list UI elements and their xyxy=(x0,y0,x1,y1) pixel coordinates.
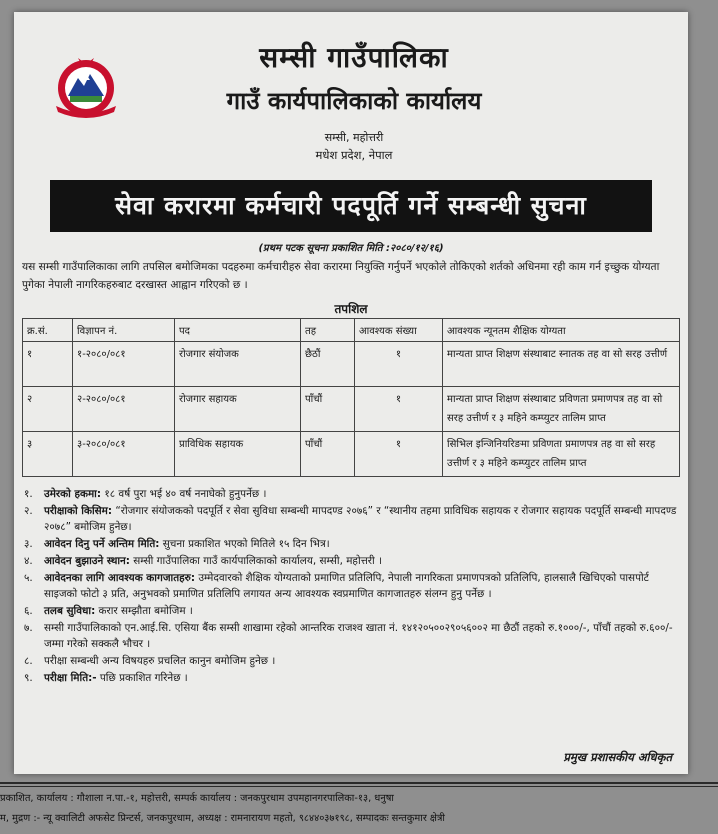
cell-qualification: सिभिल इन्जिनियरिङमा प्रविणता प्रमाणपत्र तह वा सो सरह उत्तीर्ण र ३ महिने कम्प्युटर तालिम प्राप्त xyxy=(443,432,680,477)
header-ad-number: विज्ञापन नं. xyxy=(73,319,175,342)
item-text: १८ वर्ष पुरा भई ४० वर्ष ननाघेको हुनुपर्नेछ । xyxy=(101,488,267,500)
notice-banner: सेवा करारमा कर्मचारी पदपूर्ति गर्ने सम्बन्धी सुचना xyxy=(50,180,652,232)
municipality-title: सम्सी गाउँपालिका xyxy=(259,41,449,74)
item-number: ८. xyxy=(24,655,33,667)
cell-ad-number: २-२०८०/०८१ xyxy=(73,387,175,432)
cell-serial: २ xyxy=(23,387,73,432)
list-item xyxy=(22,603,682,619)
office-subtitle: गाउँ कार्यपालिकाको कार्यालय xyxy=(226,87,482,115)
item-label: आवेदन बुझाउने स्थान: xyxy=(44,555,130,567)
item-text: करार सम्झौता बमोजिम । xyxy=(95,605,193,617)
table-row xyxy=(23,387,680,432)
cell-serial: १ xyxy=(23,342,73,387)
cell-required-count: १ xyxy=(355,387,443,432)
cell-level: पाँचौं xyxy=(301,432,355,477)
list-item xyxy=(22,653,682,669)
list-item xyxy=(22,620,682,652)
list-item xyxy=(22,670,682,686)
item-number: ४. xyxy=(24,555,33,567)
item-number: ७. xyxy=(24,622,33,634)
item-label: परीक्षाको किसिम: xyxy=(44,505,113,517)
table-header-row xyxy=(23,319,680,342)
item-text: उम्मेदवारको शैक्षिक योग्यताको प्रमाणित प्रतिलिपि, नेपाली नागरिकता प्रमाणपत्रको प्रतिलिपि, हालसालै खिचिएको पासपोर्ट साइजको फोटो ३ प्रति, अनुभवको प्रमाणित प्रतिलिपि लगायत अन्य आवश्यक स्वप्रमाणित कागजातहरु संलग्न हुनु पर्नेछ । xyxy=(44,572,649,600)
item-label: आवेदनका लागि आवश्यक कागजातहरु: xyxy=(44,572,196,584)
item-number: १. xyxy=(24,488,33,500)
item-number: ९. xyxy=(24,672,33,684)
notice-paper xyxy=(14,12,688,774)
header-level: तह xyxy=(301,319,355,342)
item-text: परीक्षा सम्बन्धी अन्य विषयहरु प्रचलित कानुन बमोजिम हुनेछ । xyxy=(44,655,276,667)
item-text: पछि प्रकाशित गरिनेछ । xyxy=(96,672,188,684)
nepal-emblem-icon xyxy=(48,52,124,118)
cell-ad-number: ३-२०८०/०८१ xyxy=(73,432,175,477)
header-required-count: आवश्यक संख्या xyxy=(355,319,443,342)
list-item xyxy=(22,570,682,602)
item-text: “रोजगार संयोजकको पदपूर्ति र सेवा सुविधा सम्बन्धी मापदण्ड २०७६” र “स्थानीय तहमा प्राविधिक सहायक र रोजगार सहायक पदपूर्ति सम्बन्धी मापदण्ड २०७८” बमोजिम हुनेछ। xyxy=(44,505,677,533)
cell-post: प्राविधिक सहायक xyxy=(175,432,301,477)
footer-line-1: प्रकाशित, कार्यालय : गौशाला न.पा.-१, महोत्तरी, सम्पर्क कार्यालय : जनकपुरधाम उपमहानगरपालिका-१३, धनुषा xyxy=(0,793,394,804)
tapsil-heading: तपशिल xyxy=(334,302,368,316)
cell-level: पाँचौं xyxy=(301,387,355,432)
vacancy-table xyxy=(22,318,680,477)
item-label: उमेरको हकमा: xyxy=(44,488,102,500)
cell-ad-number: १-२०८०/०८१ xyxy=(73,342,175,387)
cell-serial: ३ xyxy=(23,432,73,477)
footer-line-2: म, मुद्रण :- न्यू क्वालिटी अफसेट प्रिन्टर्स, जनकपुरधाम, अध्यक्ष : रामनारायण महतो, ९८४४०३७१९८, सम्पादकः सन्तकुमार क्षेत्री xyxy=(0,813,445,824)
item-text: सम्सी गाउँपालिका गाउँ कार्यपालिकाको कार्यालय, सम्सी, महोत्तरी । xyxy=(129,555,382,567)
footer-divider xyxy=(0,782,718,784)
cell-qualification: मान्यता प्राप्त शिक्षण संस्थाबाट स्नातक तह वा सो सरह उत्तीर्ण xyxy=(443,342,680,387)
notice-intro: यस सम्सी गाउँपालिकाका लागि तपसिल बमोजिमका पदहरुमा कर्मचारीहरु सेवा करारमा नियुक्ति गर्नुपर्ने भएकोले तोकिएको शर्तको अधिनमा रही काम गर्न इच्छुक योग्यता पुगेका नेपाली नागरिकहरुबाट दरखास्त आह्वान गरिएको छ । xyxy=(22,261,660,291)
cell-qualification: मान्यता प्राप्त शिक्षण संस्थाबाट प्रविणता प्रमाणपत्र तह वा सो सरह उत्तीर्ण र ३ महिने कम्प्युटर तालिम प्राप्त xyxy=(443,387,680,432)
cell-level: छैठौं xyxy=(301,342,355,387)
address-line-2: मधेश प्रदेश, नेपाल xyxy=(315,148,393,162)
footer-divider-thin xyxy=(0,786,718,787)
list-item xyxy=(22,553,682,569)
item-label: आवेदन दिनु पर्ने अन्तिम मिति: xyxy=(44,538,160,550)
item-label: परीक्षा मिति:- xyxy=(44,672,97,684)
conditions-list xyxy=(22,486,682,687)
header-qualification: आवश्यक न्यूनतम शैक्षिक योग्यता xyxy=(443,319,680,342)
item-text: सुचना प्रकाशित भएको मितिले १५ दिन भित्र। xyxy=(159,538,330,550)
list-item xyxy=(22,503,682,535)
header-post: पद xyxy=(175,319,301,342)
item-number: २. xyxy=(24,505,33,517)
signature-title: प्रमुख प्रशासकीय अधिकृत xyxy=(563,750,672,764)
publish-date: (प्रथम पटक सूचना प्रकाशित मिति :२०८०/१२/१६) xyxy=(258,243,444,254)
cell-post: रोजगार संयोजक xyxy=(175,342,301,387)
table-row xyxy=(23,432,680,477)
item-number: ६. xyxy=(24,605,33,617)
list-item xyxy=(22,536,682,552)
item-number: ५. xyxy=(24,572,33,584)
item-number: ३. xyxy=(24,538,33,550)
item-text: सम्सी गाउँपालिकाको एन.आई.सि. एसिया बैंक सम्सी शाखामा रहेको आन्तरिक राजश्व खाता नं. १४१२०५००२९०५६००२ मा छैठौं तहको रु.१०००/-, पाँचौं तहको रु.६००/- जम्मा गरेको सक्कलै भौचर । xyxy=(44,622,673,650)
cell-required-count: १ xyxy=(355,342,443,387)
header-serial: क्र.सं. xyxy=(23,319,73,342)
table-row xyxy=(23,342,680,387)
list-item xyxy=(22,486,682,502)
cell-required-count: १ xyxy=(355,432,443,477)
item-label: तलब सुविधा: xyxy=(44,605,96,617)
cell-post: रोजगार सहायक xyxy=(175,387,301,432)
address-line-1: सम्सी, महोत्तरी xyxy=(324,131,384,144)
